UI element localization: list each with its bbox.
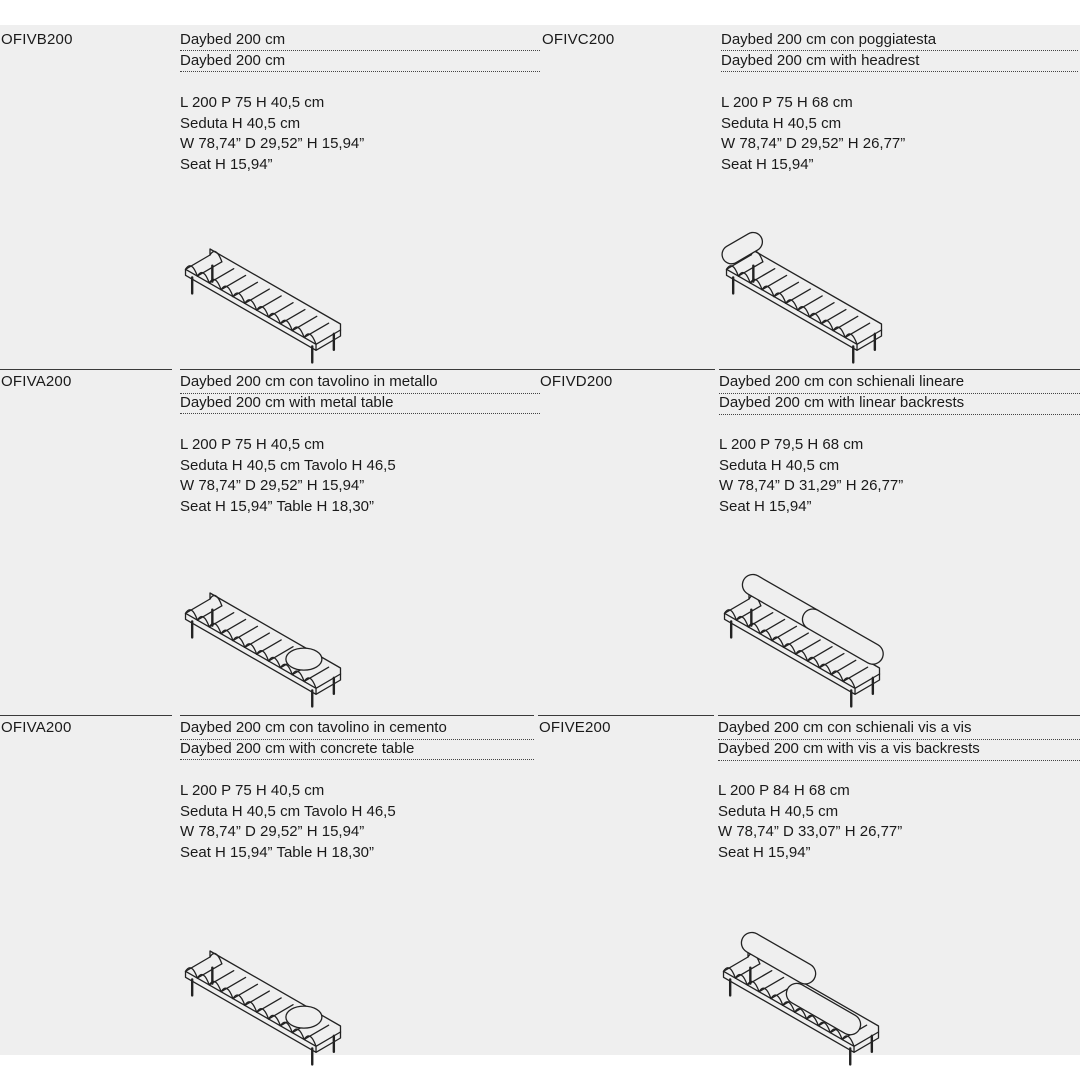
product-code: OFIVE200 (539, 719, 611, 736)
dimensions-block (721, 93, 905, 175)
product-name-it: Daybed 200 cm (180, 31, 286, 48)
daybed-plain-icon (170, 205, 370, 365)
dimension-line: W 78,74” D 29,52” H 26,77” (721, 135, 906, 152)
daybed-vis-a-vis-icon (708, 907, 908, 1067)
dimension-line: Seduta H 40,5 cm Tavolo H 46,5 (180, 456, 396, 474)
dotted-divider (180, 759, 534, 760)
dimension-line: W 78,74” D 29,52” H 15,94” (180, 135, 365, 152)
dimension-line: W 78,74” D 33,07” H 26,77” (718, 823, 903, 840)
product-cell (0, 715, 540, 1060)
dotted-divider (180, 50, 540, 51)
daybed-metal-table-icon (170, 549, 370, 709)
dimension-line: W 78,74” D 29,52” H 15,94” (180, 823, 365, 840)
product-name-it: Daybed 200 cm con poggiatesta (721, 31, 937, 48)
section-rule (718, 715, 1080, 716)
product-name-en: Daybed 200 cm with metal table (180, 394, 394, 411)
section-rule (538, 715, 714, 716)
dimension-line: Seat H 15,94” Table H 18,30” (180, 843, 375, 861)
product-name-it: Daybed 200 cm con schienali lineare (719, 373, 965, 390)
product-cell (0, 369, 540, 714)
dimension-line: Seduta H 40,5 cm (721, 114, 842, 132)
product-cell (538, 715, 1078, 1060)
section-rule (180, 715, 534, 716)
dimension-line: L 200 P 79,5 H 68 cm (719, 436, 864, 453)
section-rule (0, 715, 172, 716)
section-rule (180, 369, 540, 370)
product-cell (0, 30, 540, 375)
dimension-line: L 200 P 75 H 40,5 cm (180, 94, 325, 111)
catalog-sheet (0, 25, 1080, 1055)
dimension-line: L 200 P 75 H 40,5 cm (180, 436, 325, 453)
dotted-divider (721, 71, 1078, 72)
dimensions-block (719, 435, 903, 517)
dotted-divider (719, 414, 1080, 415)
dotted-divider (180, 71, 540, 72)
daybed-concrete-table-icon (170, 907, 370, 1067)
product-name-en: Daybed 200 cm (180, 52, 286, 69)
dotted-divider (718, 760, 1080, 761)
product-name-en: Daybed 200 cm with concrete table (180, 740, 415, 757)
dimension-line: Seat H 15,94” Table H 18,30” (180, 497, 375, 515)
dimensions-block (718, 781, 902, 863)
product-name-en: Daybed 200 cm with vis a vis backrests (718, 740, 980, 757)
section-rule (0, 369, 172, 370)
dimension-line: Seat H 15,94” (718, 843, 811, 861)
section-rule (539, 369, 715, 370)
dotted-divider (721, 50, 1078, 51)
dimension-line: Seduta H 40,5 cm (180, 114, 301, 132)
product-name-it: Daybed 200 cm con schienali vis a vis (718, 719, 972, 736)
dimension-line: L 200 P 84 H 68 cm (718, 782, 850, 799)
dimension-line: Seduta H 40,5 cm Tavolo H 46,5 (180, 802, 396, 820)
daybed-headrest-icon (711, 205, 911, 365)
dimensions-block (180, 435, 396, 517)
dimension-line: Seduta H 40,5 cm (718, 802, 839, 820)
dimension-line: Seat H 15,94” (719, 497, 812, 515)
dimensions-block (180, 781, 396, 863)
dimension-line: Seat H 15,94” (180, 155, 273, 173)
section-rule (719, 369, 1080, 370)
product-name-en: Daybed 200 cm with linear backrests (719, 394, 965, 411)
dimension-line: W 78,74” D 31,29” H 26,77” (719, 477, 904, 494)
dimensions-block (180, 93, 364, 175)
product-cell (539, 369, 1079, 714)
dotted-divider (180, 413, 540, 414)
dimension-line: Seduta H 40,5 cm (719, 456, 840, 474)
product-code: OFIVD200 (540, 373, 613, 390)
product-name-it: Daybed 200 cm con tavolino in metallo (180, 373, 438, 390)
product-cell (541, 30, 1080, 375)
dimension-line: L 200 P 75 H 40,5 cm (180, 782, 325, 799)
product-code: OFIVA200 (1, 373, 72, 390)
daybed-linear-backrests-icon (709, 549, 909, 709)
product-code: OFIVC200 (542, 31, 615, 48)
dimension-line: L 200 P 75 H 68 cm (721, 94, 853, 111)
dimension-line: Seat H 15,94” (721, 155, 814, 173)
product-code: OFIVA200 (1, 719, 72, 736)
product-code: OFIVB200 (1, 31, 73, 48)
dimension-line: W 78,74” D 29,52” H 15,94” (180, 477, 365, 494)
product-name-en: Daybed 200 cm with headrest (721, 52, 920, 69)
product-name-it: Daybed 200 cm con tavolino in cemento (180, 719, 447, 736)
